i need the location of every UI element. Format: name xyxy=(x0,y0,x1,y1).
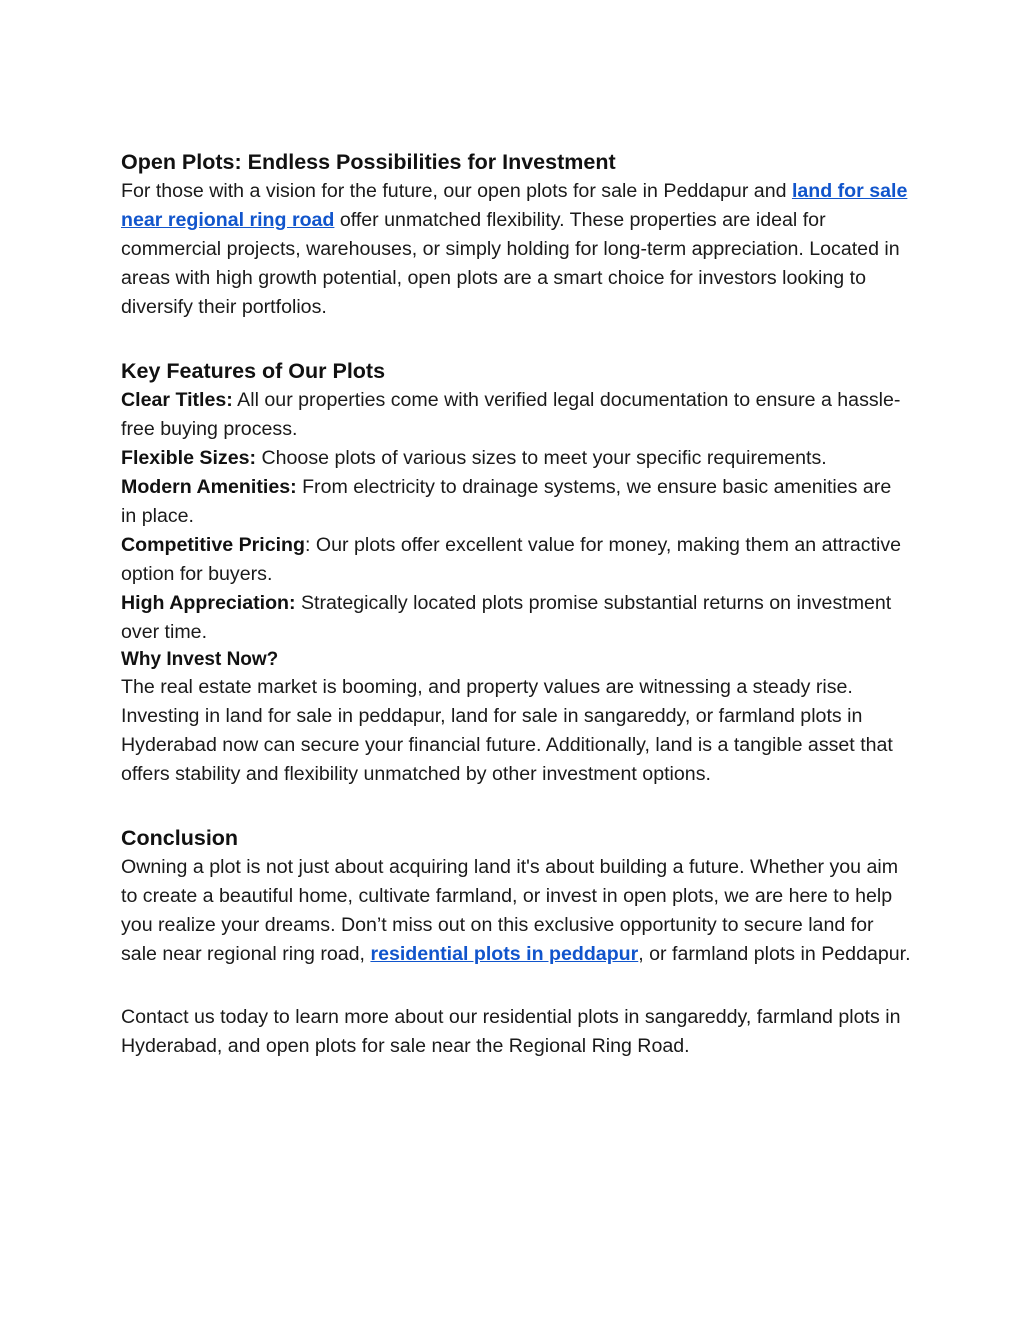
link-residential-plots-peddapur[interactable]: residential plots in peddapur xyxy=(370,943,639,965)
feature-high-appreciation xyxy=(121,589,911,647)
paragraph-contact: Contact us today to learn more about our residential plots in sangareddy, farmland plots in Hyderabad, and open plots for sale near the Regional Ring Road. xyxy=(121,1006,901,1057)
paragraph-text: Owning a plot is not just about acquiring land it's about building a future. Whether you aim to create a beautiful home, cultivate farmland, or invest in open plots, we are here to help you realize your dreams. Don’t miss out on this exclusive opportunity to secure land for sale near regional ring road, xyxy=(121,856,899,965)
section-heading-key-features: Key Features of Our Plots xyxy=(121,359,386,383)
feature-clear-titles xyxy=(121,386,911,444)
feature-competitive-pricing xyxy=(121,531,911,589)
feature-label: Flexible Sizes: xyxy=(121,447,257,469)
paragraph-text: offer unmatched flexibility. These properties are ideal for commercial projects, warehouses, or simply holding for long-term appreciation. Located in areas with high growth potential, open plots are a smart choice for investors looking to diversify their portfolios. xyxy=(121,209,900,318)
feature-text: Choose plots of various sizes to meet your specific requirements. xyxy=(256,447,827,469)
feature-label: Clear Titles: xyxy=(121,389,233,411)
feature-text: From electricity to drainage systems, we ensure basic amenities are in place. xyxy=(121,476,892,527)
paragraph-open-plots xyxy=(121,177,911,322)
feature-flexible-sizes xyxy=(121,444,911,473)
paragraph-text: , or farmland plots in Peddapur. xyxy=(638,943,911,965)
paragraph-conclusion xyxy=(121,853,911,969)
spacer xyxy=(121,789,911,823)
feature-label: Competitive Pricing xyxy=(121,534,305,556)
section-heading-conclusion: Conclusion xyxy=(121,826,239,850)
spacer xyxy=(121,322,911,356)
feature-text: Strategically located plots promise substantial returns on investment over time. xyxy=(121,592,892,643)
feature-label: High Appreciation: xyxy=(121,592,296,614)
section-heading-open-plots: Open Plots: Endless Possibilities for Investment xyxy=(121,150,616,174)
feature-label: Modern Amenities: xyxy=(121,476,297,498)
paragraph-why-invest: The real estate market is booming, and property values are witnessing a steady rise. Investing in land for sale in peddapur, land for sale in sangareddy, or farmland plots in Hyderabad now can secure your financial future. Additionally, land is a tangible asset that offers stability and flexibility unmatched by other investment options. xyxy=(121,676,893,785)
feature-text: All our properties come with verified legal documentation to ensure a hassle-free buying process. xyxy=(121,389,901,440)
link-land-near-regional-ring-road[interactable]: land for sale near regional ring road xyxy=(121,180,908,231)
section-heading-why-invest: Why Invest Now? xyxy=(121,649,279,670)
paragraph-text: For those with a vision for the future, our open plots for sale in Peddapur and xyxy=(121,180,792,202)
document-page xyxy=(121,147,911,1061)
spacer xyxy=(121,969,911,1003)
feature-modern-amenities xyxy=(121,473,911,531)
feature-text: : Our plots offer excellent value for money, making them an attractive option for buyers. xyxy=(121,534,902,585)
